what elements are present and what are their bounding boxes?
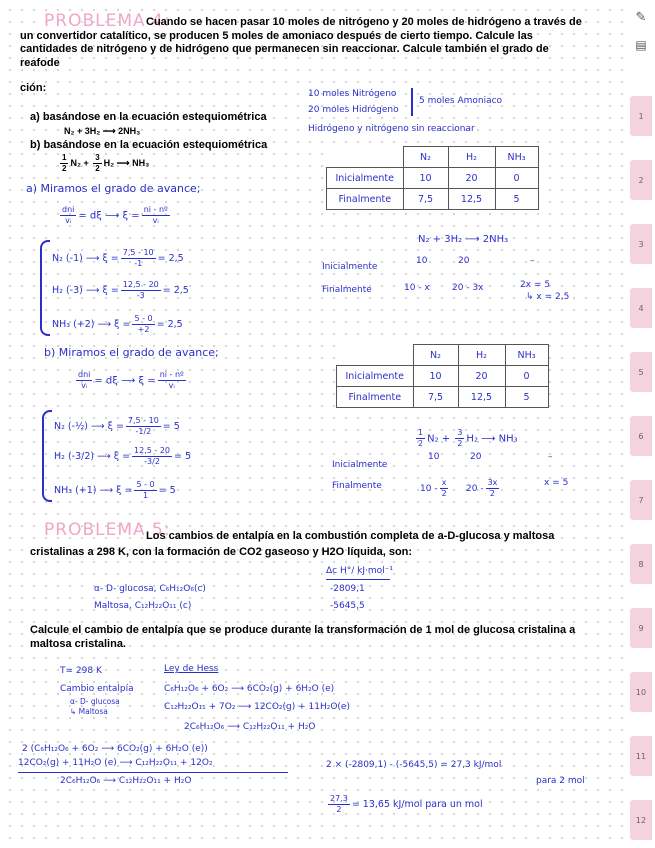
p5-value-glucose: -2809,1 (330, 584, 365, 594)
p4-a-row3: NH₃ (+2) ⟶ ξ = $\frac{5 - 0}{+2}$ = 2,5 (52, 314, 183, 334)
table-a: N₂ H₂ NH₃ Inicialmente 10 20 0 Finalmente 7,5 12,5 5 (326, 146, 539, 210)
note-brace (411, 88, 413, 116)
p5-dh-underline (326, 579, 390, 580)
p4-rb-final-h2: 20 - $\frac{3x}{2}$ (466, 478, 498, 498)
section-tab-4[interactable]: 4 (630, 288, 652, 328)
p4-a-brace (40, 240, 50, 336)
p4-statement-line3: cantidades de nitrógeno y de hidrógeno que permanecen sin reaccionar. Calcule también el grado de (20, 43, 549, 55)
section-tab-9[interactable]: 9 (630, 608, 652, 648)
note-hydrogen: 20 moles Hidrógeno (308, 105, 399, 115)
p4-ra-final-h2: 20 - 3x (452, 283, 484, 293)
p5-calculation: 2 × (-2809,1) - (-5645,5) = 27,3 kJ/mol (326, 760, 502, 770)
section-tab-6[interactable]: 6 (630, 416, 652, 456)
p5-sum-line1: 2 (C₆H₁₂O₆ + 6O₂ ⟶ 6CO₂(g) + 6H₂O (e)) (22, 744, 208, 754)
p5-sum-line2: 12CO₂(g) + 11H₂O (e) ⟶ C₁₂H₂₂O₁₁ + 12O₂ (18, 758, 213, 768)
section-tab-11[interactable]: 11 (630, 736, 652, 776)
p5-cambio-maltose: ↳ Maltosa (70, 707, 108, 716)
p4-a-heading: a) Miramos el grado de avance; (26, 182, 201, 195)
p4-ra-initial-h2: 20 (458, 256, 470, 266)
p4-statement-line1: Cuando se hacen pasar 10 moles de nitrógeno y 20 moles de hidrógeno a través de (146, 16, 582, 28)
section-tab-12[interactable]: 12 (630, 800, 652, 840)
section-tab-3[interactable]: 3 (630, 224, 652, 264)
p4-statement-line5: ción: (20, 82, 47, 94)
p4-rb-solution: x = 5 (544, 478, 569, 488)
p5-sum-result: 2C₆H₁₂O₆ ⟶ C₁₂H₂₂O₁₁ + H₂O (60, 776, 192, 786)
p4-b-brace (42, 410, 52, 502)
p4-ra-initial-label: Inicialmente (322, 262, 378, 272)
p4-b-derivative: $\frac{\text{dni}}{\text{vᵢ}}$ = dξ ⟶ ξ = $\frac{\text{ni - nº}}{\text{vᵢ}}$ (78, 370, 184, 390)
p4-statement-line4: reafode (20, 57, 60, 69)
p4-equation-b: $\frac{1}{2}$ N₂ + $\frac{3}{2}$ H₂ ⟶ NH₃ (62, 153, 150, 173)
p5-substance-maltose: Maltosa, C₁₂H₂₂O₁₁ (c) (94, 601, 192, 611)
p4-ra-equation: N₂ + 3H₂ ⟶ 2NH₃ (418, 234, 509, 245)
p4-statement-line2: un convertidor catalítico, se producen 5 moles de amoniaco después de cierto tiempo. Calcule las (20, 30, 533, 42)
p5-calculation-note: para 2 mol (536, 776, 585, 786)
p4-ra-solution-1: 2x = 5 (520, 280, 551, 290)
section-tab-2[interactable]: 2 (630, 160, 652, 200)
p4-ra-final-n2: 10 - x (404, 283, 430, 293)
p4-rb-initial-label: Inicialmente (332, 460, 388, 470)
p5-statement-line1: Los cambios de entalpía en la combustión completa de a-D-glucosa y maltosa (146, 530, 555, 542)
p4-b-row2: H₂ (-3/2) ⟶ ξ = $\frac{12,5 - 20}{-3/2}$ = 5 (54, 446, 192, 466)
p4-a-row2: H₂ (-3) ⟶ ξ = $\frac{12,5 - 20}{-3}$ = 2,5 (52, 280, 189, 300)
p4-equation-a: N₂ + 3H₂ ⟶ 2NH₃ (64, 126, 141, 136)
p4-b-row1: N₂ (-½) ⟶ ξ = $\frac{7,5 - 10}{-1/2}$ = 5 (54, 416, 180, 436)
p5-value-maltose: -5645,5 (330, 601, 365, 611)
p4-rb-initial-nh3: – (548, 452, 553, 462)
p5-equation-2: C₁₂H₂₂O₁₁ + 7O₂ ⟶ 12CO₂(g) + 11H₂O(e) (164, 702, 350, 712)
pencil-icon[interactable]: ✎ (635, 10, 647, 25)
p5-sum-rule (18, 772, 288, 773)
problem-5-title: PROBLEMA 5: (44, 520, 171, 540)
note-nitrogen: 10 moles Nitrógeno (308, 89, 397, 99)
p4-a-derivative: $\frac{\text{dni}}{\text{vᵢ}}$ = dξ ⟶ ξ = $\frac{\text{ni - nº}}{\text{vᵢ}}$ (62, 205, 168, 225)
p5-cambio-glucose: α- D- glucosa (70, 697, 120, 706)
p5-statement-line2: cristalinas a 298 K, con la formación de CO2 gaseoso y H2O líquida, son: (30, 546, 413, 558)
p4-ra-initial-nh3: – (530, 256, 535, 266)
p4-ra-final-label: Finalmente (322, 285, 372, 295)
section-tab-7[interactable]: 7 (630, 480, 652, 520)
p5-question-line2: maltosa cristalina. (30, 638, 126, 650)
p5-cambio-label: Cambio entalpía (60, 684, 134, 694)
p4-a-row1: N₂ (-1) ⟶ ξ = $\frac{7,5 - 10}{-1}$ = 2,5 (52, 248, 184, 268)
p5-equation-3: 2C₆H₁₂O₆ ⟶ C₁₂H₂₂O₁₁ + H₂O (184, 722, 316, 732)
note-unreacted: Hidrógeno y nitrógeno sin reaccionar (308, 124, 475, 134)
section-tab-5[interactable]: 5 (630, 352, 652, 392)
p5-final-result: $\frac{27,3}{2}$ = 13,65 kJ/mol para un mol (330, 794, 483, 814)
p4-b-row3: NH₃ (+1) ⟶ ξ = $\frac{5 - 0}{1}$ = 5 (54, 480, 176, 500)
pages-icon[interactable]: ▤ (635, 38, 647, 52)
p4-item-b: b) basándose en la ecuación estequiométrica (30, 139, 268, 151)
p4-rb-initial-n2: 10 (428, 452, 440, 462)
p4-item-a: a) basándose en la ecuación estequiométrica (30, 111, 267, 123)
problem-4-title: PROBLEMA 4: (44, 11, 171, 31)
p5-dh-header: Δc H°/ kJ·mol⁻¹ (326, 566, 393, 576)
p5-equation-1: C₆H₁₂O₆ + 6O₂ ⟶ 6CO₂(g) + 6H₂O (e) (164, 684, 335, 694)
section-tab-8[interactable]: 8 (630, 544, 652, 584)
p4-ra-solution-2: ↳ x = 2,5 (526, 292, 570, 302)
section-tab-10[interactable]: 10 (630, 672, 652, 712)
p5-question-line1: Calcule el cambio de entalpía que se produce durante la transformación de 1 mol de glucosa cristalina a (30, 624, 576, 636)
p4-rb-final-n2: 10 - $\frac{x}{2}$ (420, 478, 447, 498)
p4-ra-initial-n2: 10 (416, 256, 428, 266)
table-b: N₂ H₂ NH₃ Inicialmente 10 20 0 Finalmente 7,5 12,5 5 (336, 344, 549, 408)
p5-hess-law: Ley de Hess (164, 664, 219, 674)
p4-b-heading: b) Miramos el grado de avance; (44, 346, 219, 359)
p5-substance-glucose: α- D- glucosa, C₆H₁₂O₆(c) (94, 584, 206, 594)
p5-temperature: T= 298 K (60, 666, 102, 676)
section-tab-1[interactable]: 1 (630, 96, 652, 136)
p4-rb-equation: $\frac{1}{2}$ N₂ + $\frac{3}{2}$ H₂ ⟶ NH₃ (418, 428, 518, 448)
p4-rb-final-label: Finalmente (332, 481, 382, 491)
p4-rb-initial-h2: 20 (470, 452, 482, 462)
note-ammonia: 5 moles Amoniaco (419, 96, 503, 106)
